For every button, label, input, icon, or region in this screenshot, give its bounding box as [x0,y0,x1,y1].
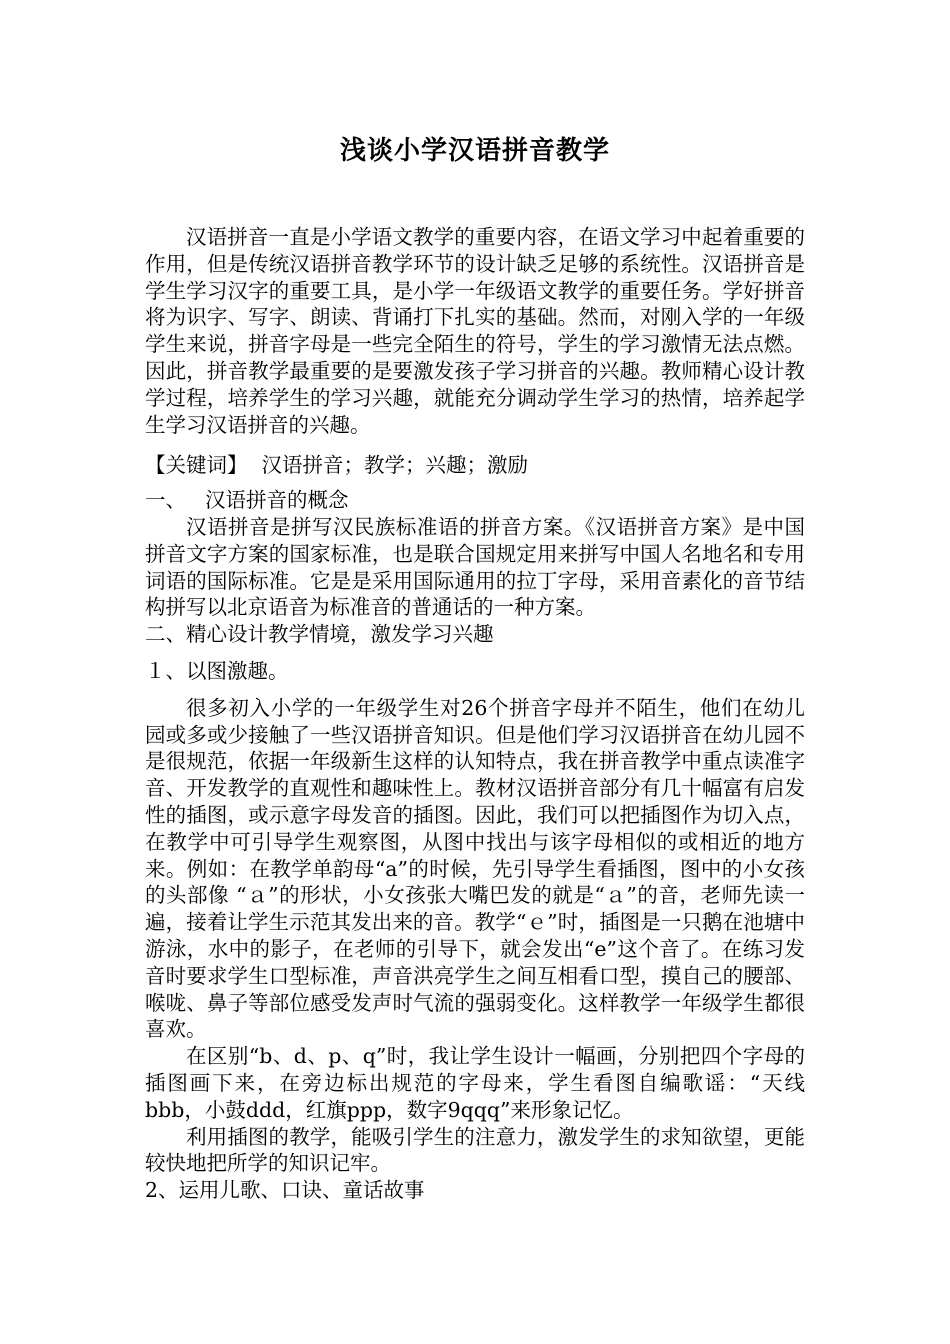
keywords-line [145,452,805,479]
subsection-1-paragraph-1: 很多初入小学的一年级学生对26个拼音字母并不陌生，他们在幼儿园或多或少接触了一些汉语拼音知识。但是他们学习汉语拼音在幼儿园不是很规范，依据一年级新生这样的认知特点，我在拼音教学中重点读准字音、开发教学的直观性和趣味性上。教材汉语拼音部分有几十幅富有启发性的插图，或示意字母发音的插图。因此，我们可以把插图作为切入点，在教学中可引导学生观察图，从图中找出与该字母相似的或相近的地方来。例如：在教学单韵母“a”的时候，先引导学生看插图，图中的小女孩的头部像 “ａ”的形状，小女孩张大嘴巴发的就是“ａ”的音，老师先读一遍，接着让学生示范其发出来的音。教学“ｅ”时，插图是一只鹅在池塘中游泳，水中的影子，在老师的引导下，就会发出“e”这个音了。在练习发音时要求学生口型标准，声音洪亮学生之间互相看口型，摸自己的腰部、喉咙、鼻子等部位感受发声时气流的强弱变化。这样教学一年级学生都很喜欢。 [145,695,805,1042]
document-title: 浅谈小学汉语拼音教学 [339,136,610,166]
keywords-label: 【关键词】 [145,453,248,478]
section-1-number: 一、 [145,488,186,513]
subsection-1-paragraph-3: 利用插图的教学，能吸引学生的注意力，激发学生的求知欲望，更能较快地把所学的知识记牢。 [145,1124,805,1176]
subsection-2-heading: 2、运用儿歌、口诀、童话故事 [145,1178,425,1203]
section-2-heading: 二、精心设计教学情境，激发学习兴趣 [145,622,494,647]
subsection-1-paragraph-2: 在区别“b、d、p、q”时，我让学生设计一幅画，分别把四个字母的插图画下来，在旁边标出规范的字母来，学生看图自编歌谣：“天线bbb，小鼓ddd，红旗ppp，数字9qqq”来形象记忆。 [145,1044,805,1122]
section-1-title: 汉语拼音的概念 [205,488,349,513]
section-1-paragraph: 汉语拼音是拼写汉民族标准语的拼音方案。《汉语拼音方案》是中国拼音文字方案的国家标准，也是联合国规定用来拼写中国人名地名和专用词语的国际标准。它是是采用国际通用的拉丁字母，采用音素化的音节结构拼写以北京语音为标准音的普通话的一种方案。 [145,514,805,620]
keywords-text: 汉语拼音；教学；兴趣；激励 [261,453,528,478]
section-1-heading [145,487,805,514]
abstract-paragraph: 汉语拼音一直是小学语文教学的重要内容，在语文学习中起着重要的作用，但是传统汉语拼音教学环节的设计缺乏足够的系统性。汉语拼音是学生学习汉字的重要工具，是小学一年级语文教学的重要任务。学好拼音将为识字、写字、朗读、背诵打下扎实的基础。然而，对刚入学的一年级学生来说，拼音字母是一些完全陌生的符号，学生的学习激情无法点燃。因此，拼音教学最重要的是要激发孩子学习拼音的兴趣。教师精心设计教学过程，培养学生的学习兴趣，就能充分调动学生学习的热情，培养起学生学习汉语拼音的兴趣。 [145,225,805,437]
document-body [145,224,805,1204]
subsection-1-heading: １、以图激趣。 [145,658,289,683]
